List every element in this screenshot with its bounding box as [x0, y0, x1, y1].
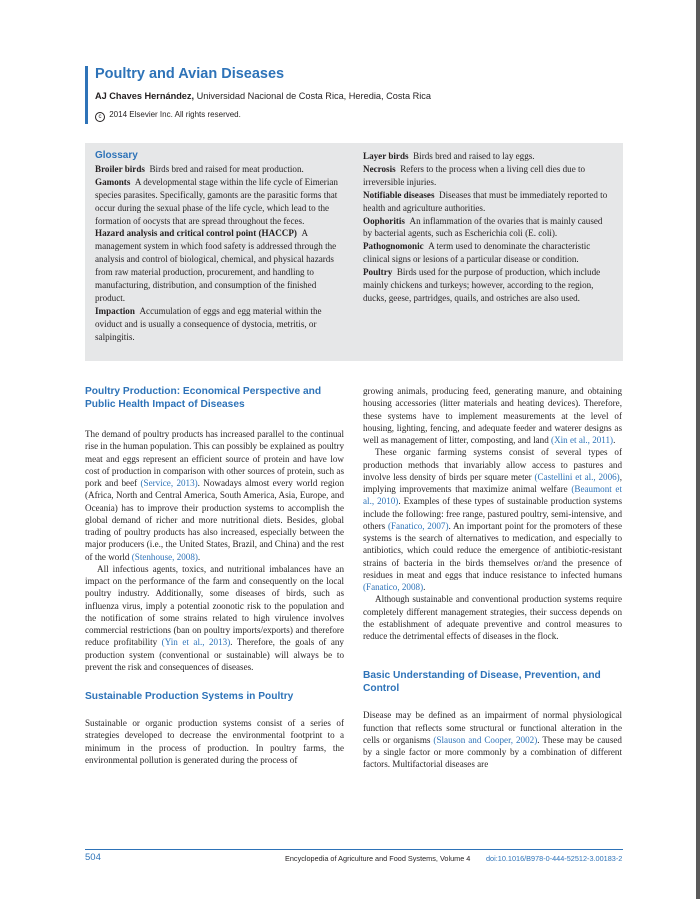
citation-link[interactable]: (Slauson and Cooper, 2002) [433, 734, 538, 745]
glossary-entry [363, 150, 613, 163]
glossary-definition: Diseases that must be immediately reported to health and agriculture authorities. [363, 189, 608, 213]
glossary-entry [363, 266, 613, 305]
glossary-definition: A developmental stage within the life cycle of Eimerian species parasites. Specifically, gamonts are the parasitic forms that occur during the sexual phase of the life cycle, which lead to the formation of oocysts that are spread throughout the feces. [95, 176, 338, 226]
glossary-term: Notifiable diseases [363, 189, 435, 200]
paragraph: growing animals, producing feed, generating manure, and obtaining housing accessories (litter materials and heating devices). Therefore, these systems have to implement measurements at the level of housing, lighting, fencing, and adequate feeder and waterer designs as well as management of litter, composting, and land (Xin et al., 2011). [363, 386, 622, 445]
glossary-definition: Birds bred and raised to lay eggs. [413, 151, 535, 161]
glossary-term: Layer birds [363, 151, 409, 161]
section-heading-basic-understanding: Basic Understanding of Disease, Prevention, and Control [363, 670, 601, 695]
glossary-right-column [363, 150, 613, 305]
title-accent-bar [85, 66, 88, 124]
glossary-entry [95, 163, 347, 176]
article-title: Poultry and Avian Diseases [95, 66, 285, 82]
glossary-entry [363, 215, 613, 241]
glossary-left-column [95, 150, 347, 344]
glossary-definition: Accumulation of eggs and egg material within the oviduct and is usually a consequence of dystocia, metritis, or salpingitis. [95, 305, 322, 342]
footer-rule [85, 849, 623, 850]
glossary-definition: A management system in which food safety is addressed through the analysis and control of biological, chemical, and physical hazards from raw material production, procurement, and handling to manufacturing, distribution, and consumption of the finished product. [95, 228, 337, 303]
glossary-entry [363, 189, 613, 215]
paragraph: The demand of poultry products has increased parallel to the continual rise in the human population. This can possibly be explained as poultry meat and eggs represent an efficient source of protein and have low cost of production in comparison with other sources of protein, such as pork and beef (Service, 2013). Nowadays almost every world region (Africa, North and Central America, South America, Asia, Europe, and Oceania) has to improve their production systems to accomplish the global demand of richer and more nutritional diets. Besides, global trading of poultry products has also increased, especially between the major producers (i.e., the United States, Brazil, and China) and the rest of the world (Stenhouse, 2008). [85, 429, 344, 562]
page-number: 504 [85, 852, 101, 863]
glossary-entry [363, 240, 613, 266]
paragraph: All infectious agents, toxics, and nutritional imbalances have an impact on the performance of the farm and consequently on the local poultry industry. Additionally, some diseases of birds, such as influenza virus, imply a potential zoonotic risk to the population and the notification of some strains related to high virulence involves commercial restrictions (ban on poultry imports/exports) and therefore reduce profitability (Yin et al., 2013). Therefore, the goals of any production system (conventional or sustainable) will always be to prevent the risk and consequences of diseases. [85, 563, 344, 672]
citation-link[interactable]: (Fanatico, 2008) [363, 582, 424, 592]
paragraph: Disease may be defined as an impairment of normal physiological function that reflects some structural or functional alteration in the cells or organisms (Slauson and Cooper, 2002). These may be caused by a single factor or more commonly by a combination of different factors. Multifactorial diseases are [363, 710, 622, 770]
glossary-definition: An inflammation of the ovaries that is mainly caused by bacterial agents, such as Escherichia coli (E. coli). [363, 215, 603, 239]
author-affiliation: Universidad Nacional de Costa Rica, Heredia, Costa Rica [194, 91, 432, 101]
citation-link[interactable]: (Service, 2013) [140, 478, 198, 488]
section-heading-sustainable-production: Sustainable Production Systems in Poultry [85, 691, 294, 702]
citation-link[interactable]: (Yin et al., 2013) [161, 637, 231, 648]
glossary-box [85, 143, 623, 361]
copyright-icon: c [95, 112, 105, 122]
citation-link[interactable]: (Xin et al., 2011) [551, 435, 614, 445]
copyright-line [95, 110, 241, 122]
glossary-definition: A term used to denominate the characteristic clinical signs or lesions of a particular disease or condition. [363, 241, 591, 265]
glossary-definition: Birds bred and raised for meat production. [149, 163, 304, 174]
glossary-definition: Birds used for the purpose of production, which include mainly chickens and turkeys; however, according to the region, ducks, geese, partridges, quails, and ostriches are also used. [363, 267, 601, 303]
glossary-term: Impaction [95, 305, 135, 316]
glossary-definition: Refers to the process when a living cell dies due to irreversible injuries. [363, 163, 586, 187]
glossary-term: Poultry [363, 267, 393, 278]
citation-link[interactable]: (Fanatico, 2007) [387, 520, 449, 531]
citation-link[interactable]: (Castellini et al., 2006) [534, 471, 620, 482]
author-name: AJ Chaves Hernández, [95, 91, 195, 101]
glossary-entry [95, 227, 347, 304]
author-line [95, 91, 431, 101]
copyright-text: 2014 Elsevier Inc. All rights reserved. [109, 110, 241, 119]
paragraph: Although sustainable and conventional production systems require completely different management strategies, their success depends on the establishment of adequate preventive and control measures to reduce the detrimental effects of diseases in the flock. [363, 594, 622, 641]
glossary-entry [95, 305, 347, 344]
glossary-entry [95, 176, 347, 228]
doi-link[interactable]: doi:10.1016/B978-0-444-52512-3.00183-2 [486, 854, 623, 863]
body-left-column [85, 385, 344, 766]
page-edge-shadow [696, 0, 700, 899]
paragraph: These organic farming systems consist of several types of production methods that invariably allow access to pastures and involve less density of birds per square meter (Castellini et al., 2006), implying improvements that maximize animal welfare (Beaumont et al., 2010). Examples of these types of sustainable production systems include the following: free range, pastured poultry, semi-intensive, and others (Fanatico, 2007). An important point for the promoters of these systems is the search of alternatives to medication, and especially to antibiotics, which could reduce the emergence of antibiotic-resistant strains of bacteria in the birds themselves or/and the presence of residues in meat and eggs that induce resistance to infected humans (Fanatico, 2008). [363, 447, 622, 592]
glossary-term: Pathognomonic [363, 241, 424, 252]
paragraph: Sustainable or organic production systems consist of a series of strategies developed to decrease the environmental footprint to a minimum in the process of production. In poultry farms, the environmental pollution is generated during the process of [85, 718, 344, 765]
glossary-term: Broiler birds [95, 163, 145, 174]
glossary-entry [363, 163, 613, 189]
citation-link[interactable]: (Beaumont et al., 2010) [363, 484, 622, 507]
body-right-column [363, 385, 622, 771]
glossary-heading: Glossary [95, 150, 138, 161]
glossary-term: Necrosis [363, 163, 396, 174]
glossary-term: Oophoritis [363, 215, 405, 226]
glossary-term: Gamonts [95, 176, 131, 187]
section-heading-poultry-production: Poultry Production: Economical Perspective and Public Health Impact of Diseases [85, 386, 322, 410]
journal-name: Encyclopedia of Agriculture and Food Systems, Volume 4 [285, 854, 471, 863]
citation-link[interactable]: (Stenhouse, 2008) [131, 551, 198, 562]
glossary-term: Hazard analysis and critical control point (HACCP) [95, 228, 297, 239]
